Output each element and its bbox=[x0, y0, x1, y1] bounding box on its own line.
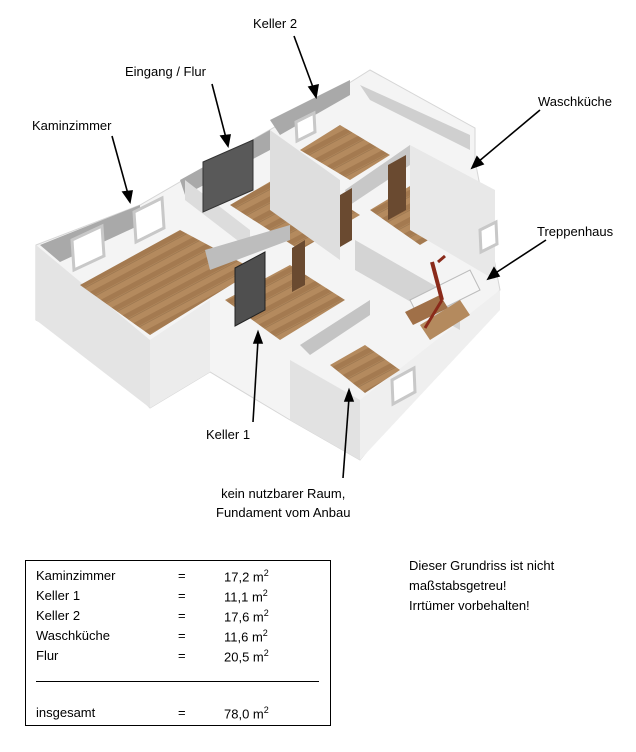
area-table bbox=[25, 560, 331, 726]
callout-waschkueche: Waschküche bbox=[538, 94, 612, 109]
equals-sign: = bbox=[178, 588, 186, 603]
table-row bbox=[36, 628, 326, 648]
total-area: 78,0 $m^2$ bbox=[224, 705, 269, 722]
callout-kein-nutzbarer-raum-line1: kein nutzbarer Raum, bbox=[221, 486, 346, 501]
callout-eingang-flur: Eingang / Flur bbox=[125, 64, 206, 79]
disclaimer-line: Dieser Grundriss ist nicht bbox=[409, 558, 555, 573]
room-name: Kaminzimmer bbox=[36, 568, 116, 583]
callout-kein-nutzbarer-raum bbox=[216, 484, 350, 522]
room-name: Flur bbox=[36, 648, 59, 663]
door-icon bbox=[388, 155, 406, 220]
room-area: 11,1 $m^2$ bbox=[224, 588, 268, 605]
table-row bbox=[36, 648, 326, 668]
callout-kaminzimmer: Kaminzimmer bbox=[32, 118, 112, 133]
table-row bbox=[36, 588, 326, 608]
table-total-row bbox=[36, 705, 326, 725]
callout-keller2: Keller 2 bbox=[253, 16, 298, 31]
equals-sign: = bbox=[178, 608, 186, 623]
room-area: 17,6 $m^2$ bbox=[224, 608, 269, 625]
total-label: insgesamt bbox=[36, 705, 96, 720]
equals-sign: = bbox=[178, 628, 186, 643]
room-name: Waschküche bbox=[36, 628, 110, 643]
door-icon bbox=[340, 188, 352, 247]
table-row bbox=[36, 568, 326, 588]
equals-sign: = bbox=[178, 568, 186, 583]
door-icon bbox=[292, 240, 305, 292]
disclaimer-line: maßstabsgetreu! bbox=[409, 578, 507, 593]
equals-sign: = bbox=[178, 648, 186, 663]
callout-treppenhaus: Treppenhaus bbox=[537, 224, 614, 239]
callout-kein-nutzbarer-raum-line2: Fundament vom Anbau bbox=[216, 505, 351, 520]
disclaimer-line: Irrtümer vorbehalten! bbox=[409, 598, 530, 613]
room-area: 20,5 $m^2$ bbox=[224, 648, 269, 665]
callout-keller1: Keller 1 bbox=[206, 427, 251, 442]
equals-sign: = bbox=[178, 705, 186, 720]
room-name: Keller 2 bbox=[36, 608, 81, 623]
room-name: Keller 1 bbox=[36, 588, 81, 603]
table-row bbox=[36, 608, 326, 628]
table-divider bbox=[36, 681, 319, 682]
disclaimer-note bbox=[409, 556, 554, 616]
room-area: 17,2 $m^2$ bbox=[224, 568, 269, 585]
room-area: 11,6 $m^2$ bbox=[224, 628, 268, 645]
